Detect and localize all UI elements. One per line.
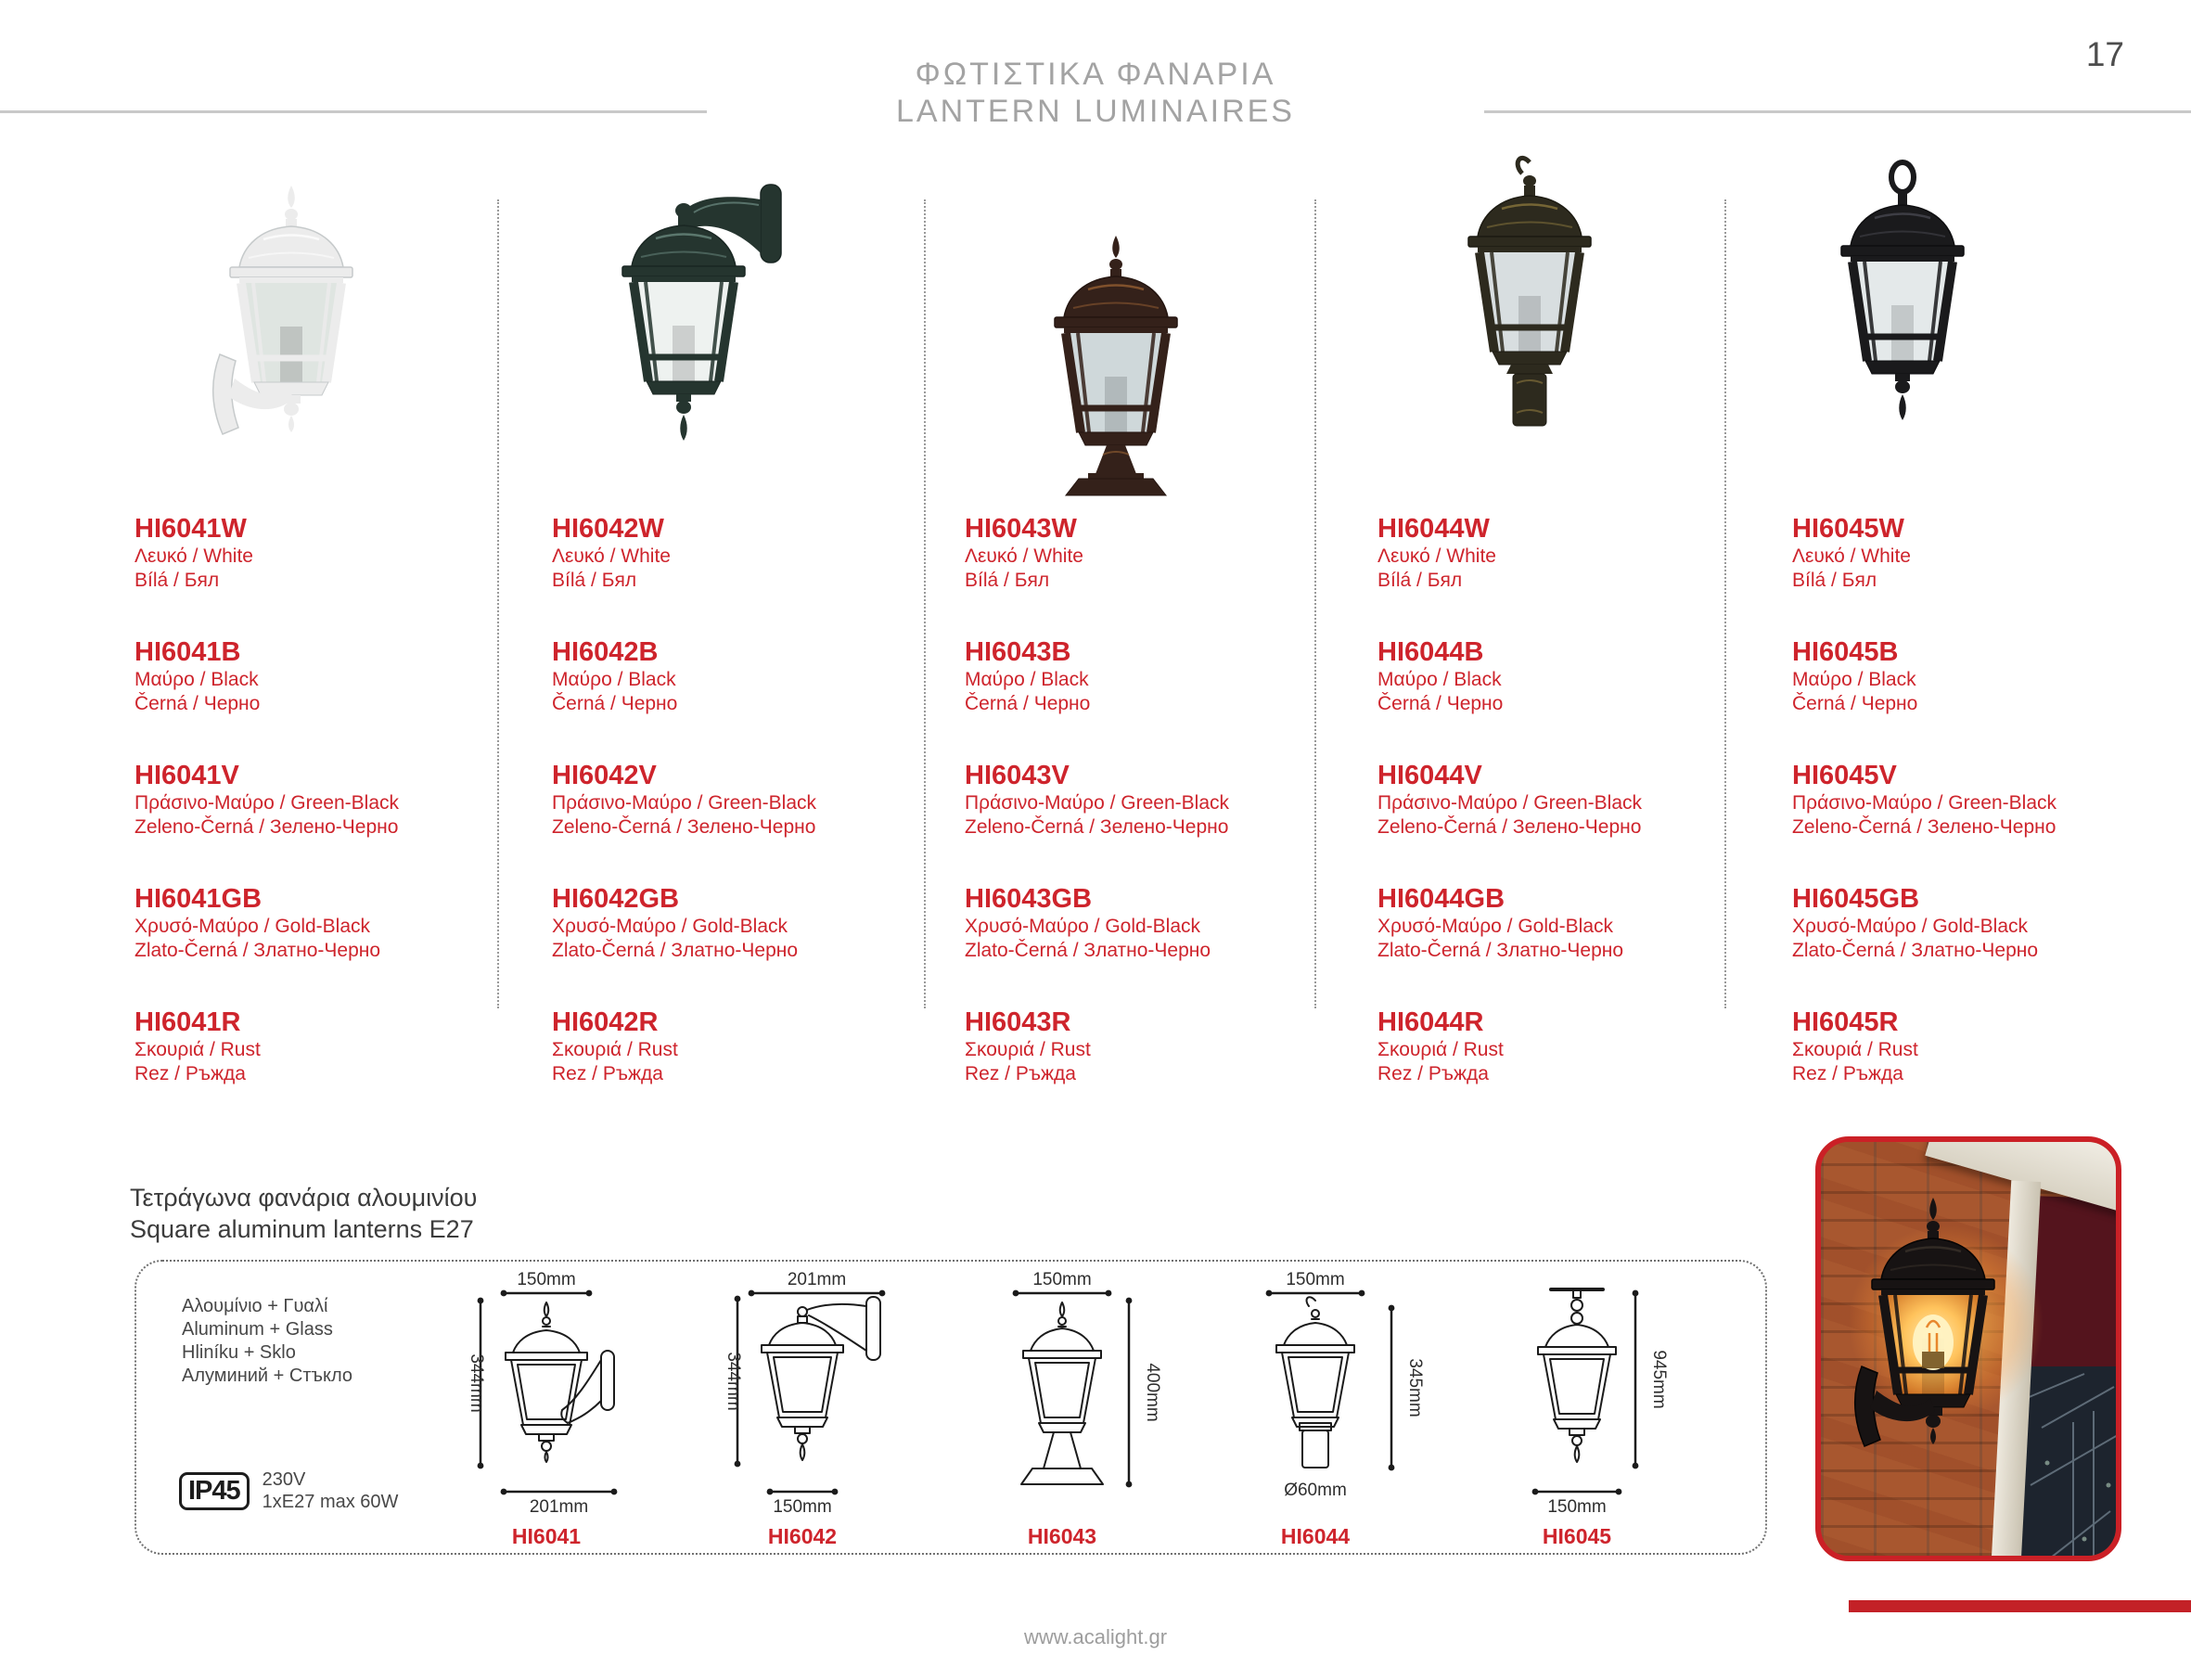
variant-colors-line1: Λευκό / White <box>1792 545 1911 567</box>
product-code: HI6041R <box>135 1007 241 1037</box>
variant-colors-line1: Πράσινο-Μαύρο / Green-Black <box>1792 792 2057 814</box>
variant-colors-line2: Černá / Черно <box>552 693 678 714</box>
product-variant <box>552 513 925 593</box>
product-column-hi6042 <box>498 121 925 1113</box>
technical-drawing-hi6045 <box>1512 1269 1707 1557</box>
product-code: HI6043V <box>965 761 1070 790</box>
variant-colors-line2: Zlato-Černá / Златно-Черно <box>135 940 381 961</box>
variant-colors-line1: Σκουριά / Rust <box>552 1039 678 1060</box>
variant-colors-line1: Λευκό / White <box>552 545 671 567</box>
product-variant <box>965 513 1315 593</box>
product-photo <box>0 121 498 510</box>
product-code: HI6044W <box>1377 514 1490 544</box>
variant-colors-line1: Πράσινο-Μαύρο / Green-Black <box>1377 792 1643 814</box>
product-variant <box>1377 513 1725 593</box>
svg-text:HI6044: HI6044 <box>1280 1524 1351 1548</box>
variant-colors-line1: Μαύρο / Black <box>1377 669 1502 690</box>
product-code: HI6042R <box>552 1007 659 1037</box>
variant-colors-line1: Χρυσό-Μαύρο / Gold-Black <box>135 916 371 937</box>
lamp-text: 1xE27 max 60W <box>262 1492 399 1512</box>
page-title <box>817 56 1374 130</box>
variant-colors-line1: Σκουριά / Rust <box>1792 1039 1918 1060</box>
product-code: HI6044R <box>1377 1007 1484 1037</box>
product-code: HI6042V <box>552 761 657 790</box>
column-separator <box>1724 199 1726 1008</box>
footer-accent-bar <box>1849 1600 2191 1612</box>
ip-rating-badge: IP45 <box>179 1472 250 1510</box>
svg-text:945mm: 945mm <box>1649 1350 1669 1409</box>
lantern-illustration <box>1826 1170 2031 1476</box>
variant-list <box>0 513 498 1130</box>
svg-text:HI6043: HI6043 <box>1027 1524 1097 1548</box>
product-photo <box>1725 121 2191 510</box>
variant-colors-line2: Zeleno-Černá / Зелено-Черно <box>135 816 399 838</box>
variant-colors-line1: Σκουριά / Rust <box>1377 1039 1504 1060</box>
variant-colors-line1: Χρυσό-Μαύρο / Gold-Black <box>965 916 1201 937</box>
product-variant <box>552 1007 925 1086</box>
product-variant <box>135 883 498 963</box>
footer-url: www.acalight.gr <box>1023 1625 1168 1648</box>
product-variant <box>965 1007 1315 1086</box>
svg-text:344mm: 344mm <box>467 1353 486 1413</box>
materials-list <box>182 1295 352 1388</box>
variant-colors-line1: Χρυσό-Μαύρο / Gold-Black <box>1377 916 1614 937</box>
product-variant <box>135 1007 498 1086</box>
technical-drawing-hi6041 <box>455 1269 649 1557</box>
variant-list <box>925 513 1315 1130</box>
lifestyle-photo <box>1815 1136 2121 1561</box>
lantern-illustration <box>586 172 790 478</box>
page-title-english: LANTERN LUMINAIRES <box>896 94 1295 129</box>
product-code: HI6041B <box>135 637 241 667</box>
voltage-text: 230V <box>262 1469 306 1490</box>
technical-drawing-hi6044 <box>1248 1269 1442 1557</box>
variant-colors-line1: Μαύρο / Black <box>965 669 1089 690</box>
electrical-text <box>263 1468 399 1513</box>
product-column-hi6043 <box>925 121 1315 1113</box>
variant-colors-line1: Σκουριά / Rust <box>965 1039 1091 1060</box>
product-code: HI6045B <box>1792 637 1899 667</box>
electrical-specs <box>179 1468 398 1513</box>
product-variant <box>1377 1007 1725 1086</box>
header-rule-right <box>1484 110 2191 113</box>
variant-colors-line2: Bílá / Бял <box>1792 570 1877 591</box>
technical-drawing-hi6042 <box>714 1269 909 1557</box>
variant-colors-line2: Rez / Ръжда <box>1792 1063 1903 1084</box>
svg-text:150mm: 150mm <box>1032 1270 1092 1289</box>
svg-text:150mm: 150mm <box>773 1497 832 1517</box>
material-line: Алуминий + Стъкло <box>182 1366 352 1386</box>
product-variant <box>1792 883 2191 963</box>
variant-colors-line2: Zeleno-Černá / Зелено-Черно <box>965 816 1229 838</box>
variant-colors-line2: Rez / Ръжда <box>1377 1063 1489 1084</box>
variant-colors-line1: Πράσινο-Μαύρο / Green-Black <box>965 792 1230 814</box>
product-variant <box>965 883 1315 963</box>
product-column-hi6045 <box>1725 121 2191 1113</box>
variant-colors-line1: Χρυσό-Μαύρο / Gold-Black <box>552 916 788 937</box>
product-variant <box>1792 513 2191 593</box>
variant-colors-line2: Zlato-Černá / Златно-Черно <box>965 940 1211 961</box>
svg-text:400mm: 400mm <box>1143 1363 1162 1422</box>
product-variant <box>1792 760 2191 840</box>
variant-colors-line2: Zeleno-Černá / Зелено-Черно <box>1792 816 2056 838</box>
variant-colors-line2: Bílá / Бял <box>552 570 637 591</box>
variant-colors-line2: Bílá / Бял <box>135 570 220 591</box>
product-code: HI6041W <box>135 514 247 544</box>
svg-text:150mm: 150mm <box>1547 1497 1607 1517</box>
variant-colors-line1: Μαύρο / Black <box>135 669 259 690</box>
product-grid <box>0 121 2191 1113</box>
svg-text:344mm: 344mm <box>724 1352 743 1411</box>
header-rule-left <box>0 110 707 113</box>
variant-colors-line2: Černá / Черно <box>1377 693 1504 714</box>
product-variant <box>552 636 925 716</box>
product-code: HI6042GB <box>552 884 680 914</box>
variant-colors-line1: Σκουριά / Rust <box>135 1039 261 1060</box>
section-heading-greek: Τετράγωνα φανάρια αλουμινίου <box>130 1184 478 1212</box>
section-heading <box>130 1182 477 1245</box>
material-line: Αλουμίνιο + Γυαλί <box>182 1296 328 1316</box>
technical-drawing-hi6043 <box>997 1269 1192 1557</box>
variant-list <box>1315 513 1725 1130</box>
variant-colors-line2: Zlato-Černá / Златно-Черно <box>552 940 799 961</box>
product-variant <box>135 636 498 716</box>
product-variant <box>135 513 498 593</box>
product-variant <box>1792 1007 2191 1086</box>
product-code: HI6044B <box>1377 637 1484 667</box>
variant-colors-line2: Bílá / Бял <box>965 570 1050 591</box>
variant-colors-line2: Rez / Ръжда <box>552 1063 663 1084</box>
product-variant <box>1377 760 1725 840</box>
variant-colors-line1: Λευκό / White <box>965 545 1083 567</box>
product-code: HI6045R <box>1792 1007 1899 1037</box>
product-column-hi6041 <box>0 121 498 1113</box>
svg-text:HI6041: HI6041 <box>511 1524 582 1548</box>
lantern-illustration <box>185 158 389 464</box>
svg-text:HI6042: HI6042 <box>767 1524 838 1548</box>
product-photo <box>1315 121 1725 510</box>
product-variant <box>1792 636 2191 716</box>
product-code: HI6045GB <box>1792 884 1920 914</box>
material-line: Hliníku + Sklo <box>182 1342 296 1363</box>
variant-colors-line2: Zlato-Černá / Златно-Черно <box>1792 940 2039 961</box>
variant-colors-line2: Černá / Черно <box>1792 693 1918 714</box>
product-variant <box>1377 883 1725 963</box>
variant-colors-line1: Χρυσό-Μαύρο / Gold-Black <box>1792 916 2029 937</box>
page-title-greek: ΦΩΤΙΣΤΙΚΑ ΦΑΝΑΡΙΑ <box>915 57 1276 92</box>
product-code: HI6042W <box>552 514 664 544</box>
product-photo <box>498 121 925 510</box>
product-variant <box>552 760 925 840</box>
variant-list <box>498 513 925 1130</box>
svg-text:201mm: 201mm <box>787 1270 847 1289</box>
product-code: HI6045V <box>1792 761 1897 790</box>
product-photo <box>925 121 1315 510</box>
product-variant <box>965 760 1315 840</box>
product-code: HI6043W <box>965 514 1077 544</box>
variant-list <box>1725 513 2191 1130</box>
product-column-hi6044 <box>1315 121 1725 1113</box>
column-separator <box>497 199 499 1008</box>
lantern-illustration <box>1014 195 1218 501</box>
svg-text:150mm: 150mm <box>517 1270 576 1289</box>
variant-colors-line2: Bílá / Бял <box>1377 570 1463 591</box>
material-line: Aluminum + Glass <box>182 1319 333 1340</box>
product-variant <box>135 760 498 840</box>
column-separator <box>924 199 926 1008</box>
product-code: HI6043B <box>965 637 1071 667</box>
svg-text:201mm: 201mm <box>529 1497 589 1517</box>
variant-colors-line2: Černá / Черно <box>135 693 261 714</box>
variant-colors-line2: Zeleno-Černá / Зелено-Черно <box>552 816 816 838</box>
lantern-illustration <box>1800 153 2005 459</box>
product-variant <box>552 883 925 963</box>
variant-colors-line2: Černá / Черно <box>965 693 1091 714</box>
lantern-illustration <box>1428 144 1632 450</box>
variant-colors-line2: Rez / Ръжда <box>965 1063 1076 1084</box>
variant-colors-line1: Πράσινο-Μαύρο / Green-Black <box>135 792 400 814</box>
variant-colors-line1: Λευκό / White <box>135 545 253 567</box>
product-variant <box>965 636 1315 716</box>
svg-text:Ø60mm: Ø60mm <box>1284 1481 1347 1500</box>
product-code: HI6041GB <box>135 884 263 914</box>
page-number: 17 <box>2085 35 2124 73</box>
product-code: HI6045W <box>1792 514 1904 544</box>
variant-colors-line1: Μαύρο / Black <box>1792 669 1916 690</box>
product-code: HI6044V <box>1377 761 1482 790</box>
svg-text:345mm: 345mm <box>1405 1358 1425 1417</box>
variant-colors-line2: Zeleno-Černá / Зелено-Черно <box>1377 816 1642 838</box>
product-code: HI6043GB <box>965 884 1093 914</box>
variant-colors-line2: Zlato-Černá / Златно-Черно <box>1377 940 1624 961</box>
product-code: HI6041V <box>135 761 239 790</box>
product-variant <box>1377 636 1725 716</box>
svg-text:HI6045: HI6045 <box>1542 1524 1612 1548</box>
product-code: HI6042B <box>552 637 659 667</box>
product-code: HI6044GB <box>1377 884 1506 914</box>
lit-wall-lantern <box>1826 1170 2031 1481</box>
column-separator <box>1314 199 1316 1008</box>
section-heading-english: Square aluminum lanterns E27 <box>130 1215 474 1243</box>
variant-colors-line2: Rez / Ръжда <box>135 1063 246 1084</box>
product-code: HI6043R <box>965 1007 1071 1037</box>
svg-text:150mm: 150mm <box>1286 1270 1345 1289</box>
variant-colors-line1: Μαύρο / Black <box>552 669 676 690</box>
variant-colors-line1: Λευκό / White <box>1377 545 1496 567</box>
variant-colors-line1: Πράσινο-Μαύρο / Green-Black <box>552 792 817 814</box>
